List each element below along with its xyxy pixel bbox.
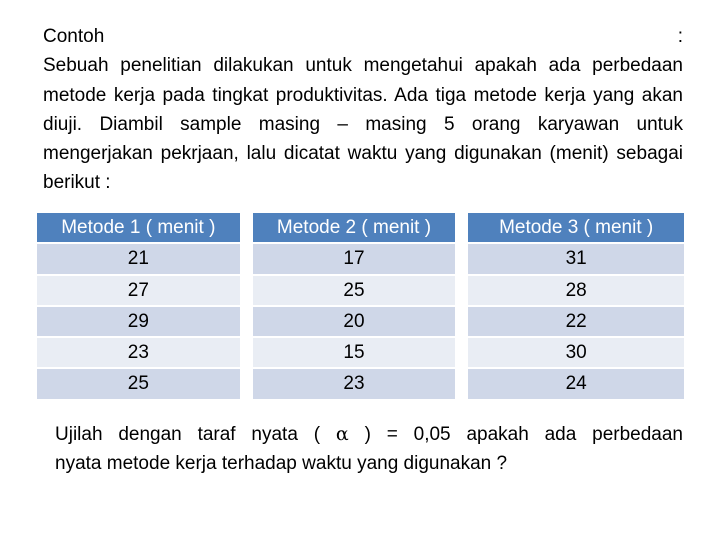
table-cell: 25	[253, 276, 469, 307]
header-metode-2: Metode 2 ( menit )	[253, 213, 469, 244]
table-header-row	[37, 213, 684, 244]
table-row	[37, 244, 684, 275]
alpha-symbol: α	[335, 423, 349, 445]
table-cell: 25	[37, 369, 253, 400]
table-cell: 21	[37, 244, 253, 275]
header-metode-3: Metode 3 ( menit )	[468, 213, 684, 244]
question-line-2: nyata metode kerja terhadap waktu yang digunakan ?	[55, 453, 508, 475]
question-line-1	[55, 420, 683, 449]
table-cell: 24	[468, 369, 684, 400]
table-cell: 23	[37, 338, 253, 369]
table-row	[37, 307, 684, 338]
table-cell: 31	[468, 244, 684, 275]
example-intro	[43, 22, 683, 198]
table-cell: 28	[468, 276, 684, 307]
table-cell: 17	[253, 244, 469, 275]
table-cell: 22	[468, 307, 684, 338]
table-cell: 30	[468, 338, 684, 369]
intro-body: Sebuah penelitian dilakukan untuk mengetahui apakah ada perbedaan metode kerja pada tingkat produktivitas. Ada tiga metode kerja yang akan diuji. Diambil sample masing – masing 5 orang karyawan untuk mengerjakan pekrjaan, lalu dicatat waktu yang digunakan (menit) sebagai berikut :	[43, 55, 683, 194]
table-cell: 15	[253, 338, 469, 369]
work-time-table	[37, 213, 684, 401]
table-row	[37, 276, 684, 307]
heading-colon: :	[677, 26, 683, 47]
intro-heading-line	[43, 22, 683, 51]
example-heading: Contoh	[43, 26, 105, 47]
table-row	[37, 338, 684, 369]
question-part-2: ) = 0,05 apakah ada perbedaan	[364, 424, 683, 445]
table-row	[37, 369, 684, 400]
table-cell: 23	[253, 369, 469, 400]
question-text	[55, 420, 683, 479]
table-cell: 29	[37, 307, 253, 338]
header-metode-1: Metode 1 ( menit )	[37, 213, 253, 244]
table-cell: 27	[37, 276, 253, 307]
table-cell: 20	[253, 307, 469, 338]
question-part-1: Ujilah dengan taraf nyata (	[55, 424, 321, 445]
